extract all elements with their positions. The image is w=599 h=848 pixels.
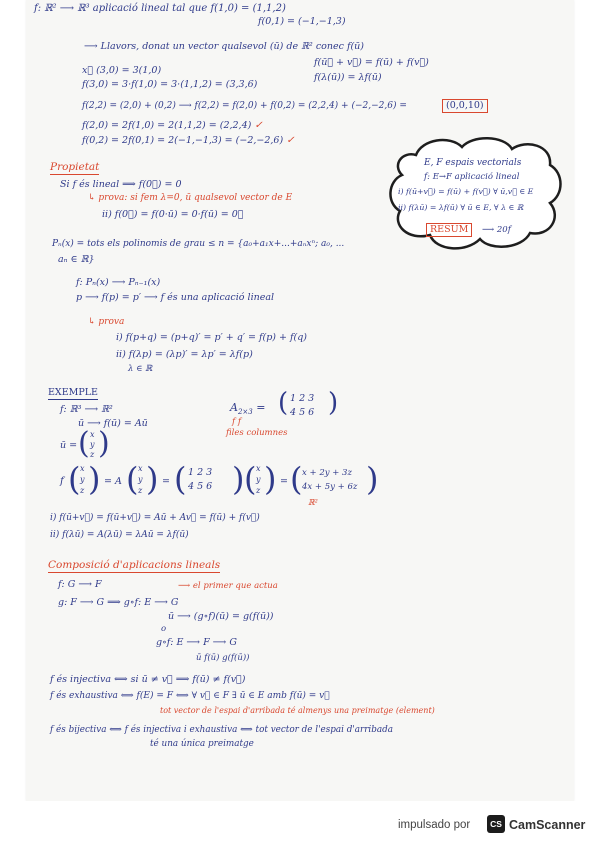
- summary-cloud: [386, 133, 564, 253]
- vector-entry: x: [138, 464, 143, 473]
- vector-entry: y: [90, 440, 95, 449]
- note-line: f(2,2) = (2,0) + (0,2) ⟶ f(2,2) = f(2,0) + f(0,2) = (2,2,4) + (−2,−2,6) =: [82, 101, 407, 111]
- note-line: f(ū⃗ + v⃗) = f(ū) + f(v⃗): [314, 57, 429, 68]
- section-heading: EXEMPLE: [48, 387, 98, 398]
- note-line: i) f(p+q) = (p+q)′ = p′ + q′ = f(p) + f(q): [116, 332, 308, 343]
- boxed-result: (0,0,10): [442, 99, 488, 113]
- note-line: aₙ ∈ ℝ}: [58, 254, 95, 265]
- annotation: tot vector de l'espai d'arribada té almenys una preimatge (element): [160, 706, 435, 715]
- note-line: f(λ(ū)) = λf(ū): [314, 72, 382, 83]
- matrix-row: 1 2 3: [188, 467, 213, 478]
- note-line: o: [161, 624, 167, 634]
- resum-label: RESUM: [426, 223, 472, 237]
- vector-entry: y: [80, 475, 85, 484]
- cloud-line: ⟶ 20f: [482, 225, 511, 235]
- note-line: files columnes: [226, 428, 288, 438]
- paren-icon: ): [98, 426, 110, 461]
- note-line: f és exhaustiva ⟺ f(E) = F ⟺ ∀ v⃗ ∈ F ∃ ū ∈ E amb f(ū) = v⃗: [50, 691, 330, 701]
- camscanner-brand-name[interactable]: CamScanner: [509, 818, 586, 832]
- section-heading: Composició d'aplicacions lineals: [48, 559, 221, 571]
- note-line: i) f(ū+v⃗) = f(ū+v⃗) = Aū + Av⃗ = f(ū) + f(v⃗): [50, 513, 260, 523]
- paren-icon: ): [264, 460, 277, 498]
- paren-icon: (: [290, 460, 303, 498]
- annotation: ℝ²: [308, 498, 318, 507]
- note-line: f: G ⟶ F: [58, 579, 102, 590]
- note-line: =: [280, 476, 288, 487]
- check-mark-icon: ✓: [254, 120, 263, 131]
- note-line: Si f és lineal ⟹ f(0⃗) = 0: [60, 179, 182, 190]
- note-line: x⃗ (3,0) = 3(1,0): [82, 65, 162, 76]
- note-line: f(0,1) = (−1,−1,3): [258, 16, 346, 27]
- note-line: ū ⟶ (g∘f)(ū) = g(f(ū)): [168, 611, 274, 622]
- camscanner-logo-icon: CS: [487, 815, 505, 833]
- paren-icon: (: [68, 460, 81, 498]
- paren-icon: ): [146, 460, 159, 498]
- paren-icon: ): [88, 460, 101, 498]
- section-heading: Propietat: [50, 161, 100, 173]
- matrix-row: 4x + 5y + 6z: [302, 482, 358, 492]
- paren-icon: ): [328, 388, 339, 418]
- cloud-line: i) f(ū+v⃗) = f(ū) + f(v⃗) ∀ ū,v⃗ ∈ E: [398, 187, 534, 196]
- note-line: f: ℝ³ ⟶ ℝ²: [60, 404, 113, 415]
- note-line: g: F ⟶ G ⟹ g∘f: E ⟶ G: [58, 597, 179, 608]
- vector-entry: x: [80, 464, 85, 473]
- note-line: f és injectiva ⟺ si ū ≠ v⃗ ⟹ f(ū) ≠ f(v⃗): [50, 674, 246, 685]
- powered-by-text: impulsado por: [398, 819, 471, 831]
- vector-entry: z: [90, 450, 95, 459]
- note-line: ii) f(λp) = (λp)′ = λp′ = λf(p): [116, 349, 253, 360]
- note-line: ū ⟶ f(ū) = Aū: [78, 418, 148, 429]
- scanned-page: [26, 0, 574, 801]
- check-mark-icon: ✓: [286, 135, 295, 146]
- note-line: ↳ prova: [88, 317, 125, 327]
- note-line: f és bijectiva ⟺ f és injectiva i exhaustiva ⟺ tot vector de l'espai d'arribada: [50, 725, 393, 735]
- note-line: λ ∈ ℝ: [128, 364, 153, 374]
- note-line: ii) f(0⃗) = f(0·ū) = 0·f(ū) = 0⃗: [102, 209, 244, 220]
- paren-icon: (: [174, 460, 187, 498]
- vector-entry: z: [80, 486, 85, 495]
- note-line: f: [60, 476, 64, 487]
- note-line: ii) f(λū) = A(λū) = λAū = λf(ū): [50, 530, 189, 540]
- note-line: f(2,0) = 2f(1,0) = 2(1,1,2) = (2,2,4) ✓: [82, 120, 263, 131]
- note-line: g∘f: E ⟶ F ⟶ G: [156, 637, 237, 648]
- vector-entry: y: [138, 475, 143, 484]
- paren-icon: ): [366, 460, 379, 498]
- note-line: ⟶ Llavors, donat un vector qualsevol (ū) de ℝ² conec f(ū): [84, 41, 364, 52]
- note-line: té una única preimatge: [150, 739, 254, 749]
- vector-entry: x: [90, 430, 95, 439]
- matrix-row: 4 5 6: [290, 407, 315, 418]
- cloud-line: E, F espais vectorials: [424, 158, 522, 168]
- matrix-label: $A_{2\times 3}$ =: [230, 401, 266, 417]
- note-line: ↳ prova: si fem λ=0, ū qualsevol vector de E: [88, 193, 293, 203]
- note-line: f: Pₙ(x) ⟶ Pₙ₋₁(x): [76, 277, 161, 288]
- note-line: f: ℝ² ⟶ ℝ³ aplicació lineal tal que f(1,0) = (1,1,2): [34, 3, 286, 14]
- arrow-annotation: f f: [232, 417, 241, 427]
- note-line: ū =: [60, 440, 78, 451]
- annotation: ⟶ el primer que actua: [178, 581, 278, 591]
- vector-entry: z: [138, 486, 143, 495]
- note-line: Pₙ(x) = tots els polinomis de grau ≤ n = {a₀+a₁x+...+aₙxⁿ; a₀, ...: [52, 239, 345, 249]
- matrix-row: x + 2y + 3z: [302, 468, 352, 478]
- cloud-line: ii) f(λū) = λf(ū) ∀ ū ∈ E, ∀ λ ∈ ℝ: [398, 203, 524, 212]
- vector-entry: z: [256, 486, 261, 495]
- note-line: = A: [104, 476, 122, 487]
- note-line: p ⟶ f(p) = p′ ⟶ f és una aplicació lineal: [76, 292, 275, 303]
- vector-entry: x: [256, 464, 261, 473]
- note-line: f(0,2) = 2f(0,1) = 2(−1,−1,3) = (−2,−2,6) ✓: [82, 135, 295, 146]
- cloud-line: f: E→F aplicació lineal: [424, 172, 520, 182]
- paren-icon: (: [278, 388, 289, 418]
- matrix-row: 1 2 3: [290, 393, 315, 404]
- paren-icon: ): [232, 460, 245, 498]
- matrix-row: 4 5 6: [188, 481, 213, 492]
- paren-icon: (: [78, 426, 90, 461]
- note-line: ū f(ū) g(f(ū)): [196, 653, 250, 663]
- paren-icon: (: [126, 460, 139, 498]
- note-line: f(3,0) = 3·f(1,0) = 3·(1,1,2) = (3,3,6): [82, 79, 258, 90]
- note-line: =: [162, 476, 170, 487]
- vector-entry: y: [256, 475, 261, 484]
- paren-icon: (: [244, 460, 257, 498]
